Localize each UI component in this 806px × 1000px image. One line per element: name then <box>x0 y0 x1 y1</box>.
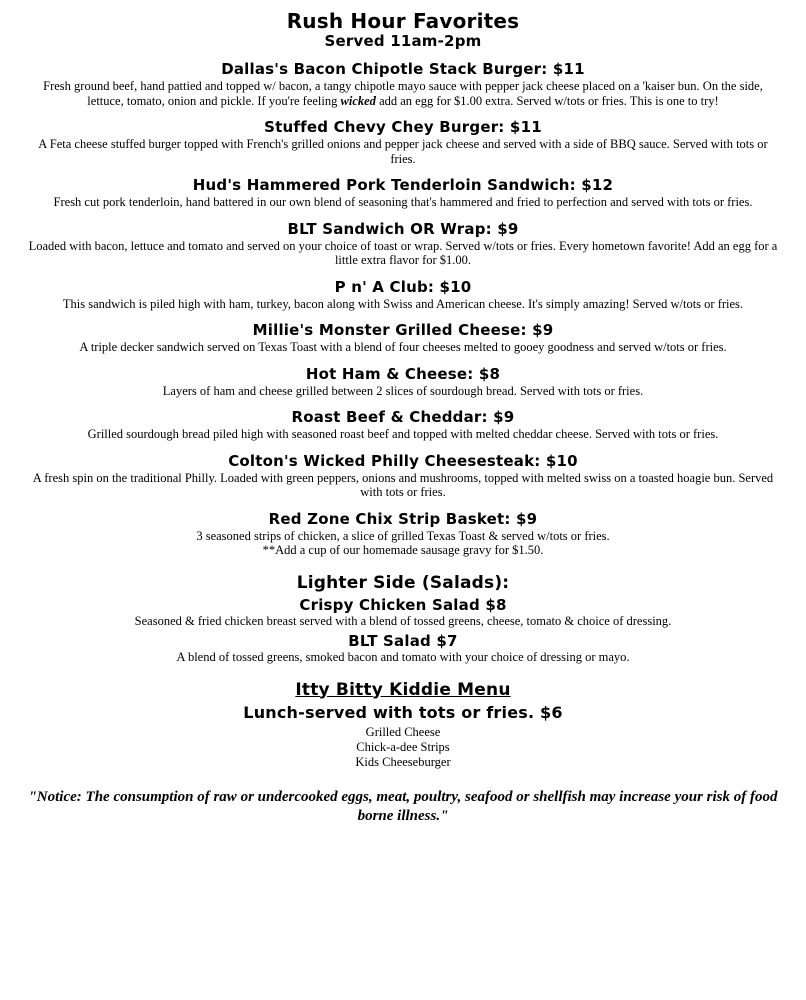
kids-menu-item: Chick-a-dee Strips <box>356 739 450 754</box>
menu-item-description-text: Fresh ground beef, hand pattied and topped w/ bacon, a tangy chipotle mayo sauce with pepper jack cheese placed on a 'kaiser bun. On the side, lettuce, tomato, onion and pickle. If you're feeling <box>43 79 763 108</box>
menu-item-description: Fresh cut pork tenderloin, hand battered in our own blend of seasoning that's hammered and fried to perfection and served with tots or fries. <box>53 195 753 209</box>
salad-item <box>28 596 778 629</box>
kids-menu-item: Grilled Cheese <box>365 724 441 739</box>
salad-item-description: Seasoned & fried chicken breast served with a blend of tossed greens, cheese, tomato & choice of dressing. <box>134 613 672 628</box>
menu-item-name: Roast Beef & Cheddar: $9 <box>291 408 515 426</box>
menu-item <box>28 176 778 210</box>
menu-item-description: Layers of ham and cheese grilled between 2 slices of sourdough bread. Served with tots or fries. <box>162 383 644 398</box>
kids-menu-item: Kids Cheeseburger <box>355 754 451 769</box>
menu-item-name: Hot Ham & Cheese: $8 <box>305 364 501 383</box>
menu-item-name: Colton's Wicked Philly Cheesesteak: $10 <box>228 451 578 470</box>
menu-item <box>28 452 778 500</box>
kids-menu-subtitle: Lunch-served with tots or fries. $6 <box>243 702 563 722</box>
menu-item-description-text: add an egg for $1.00 extra. Served w/tots or fries. This is one to try! <box>375 93 719 108</box>
salads-section-title: Lighter Side (Salads): <box>296 572 510 593</box>
salad-item-name: BLT Salad $7 <box>348 632 458 650</box>
menu-item <box>28 118 778 166</box>
menu-item <box>28 220 778 268</box>
salad-item-name: Crispy Chicken Salad $8 <box>299 595 507 614</box>
menu-item-name: Millie's Monster Grilled Cheese: $9 <box>252 321 554 339</box>
menu-item-description: A triple decker sandwich served on Texas Toast with a blend of four cheeses melted to gooey goodness and served w/tots or fries. <box>79 340 727 354</box>
menu-item-description: A fresh spin on the traditional Philly. Loaded with green peppers, onions and mushrooms, topped with melted swiss on a toasted hoagie bun. Served with tots or fries. <box>32 470 774 499</box>
menu-item <box>28 60 778 108</box>
menu-item <box>28 408 778 442</box>
menu-item-name: Red Zone Chix Strip Basket: $9 <box>268 509 538 528</box>
menu-item-description <box>28 79 778 108</box>
menu-item <box>28 510 778 558</box>
kids-menu-title: Itty Bitty Kiddie Menu <box>295 679 511 700</box>
salad-item-description: A blend of tossed greens, smoked bacon and tomato with your choice of dressing or mayo. <box>176 650 630 664</box>
menu-item-name: Dallas's Bacon Chipotle Stack Burger: $11 <box>221 60 585 78</box>
menu-item <box>28 321 778 355</box>
menu-item-name: Stuffed Chevy Chey Burger: $11 <box>264 118 542 136</box>
menu-title: Rush Hour Favorites <box>286 9 520 33</box>
menu-item-description <box>28 529 778 558</box>
menu-item-name: Hud's Hammered Pork Tenderloin Sandwich: $12 <box>192 176 614 194</box>
food-safety-notice: "Notice: The consumption of raw or undercooked eggs, meat, poultry, seafood or shellfish may increase your risk of food borne illness." <box>28 788 778 824</box>
menu-item-description: A Feta cheese stuffed burger topped with French's grilled onions and pepper jack cheese and served with a side of BBQ sauce. Served with tots or fries. <box>38 137 768 166</box>
menu-item-description: Loaded with bacon, lettuce and tomato and served on your choice of toast or wrap. Served w/tots or fries. Every hometown favorite! Add an egg for a little extra flavor for $1.00. <box>28 238 778 267</box>
menu-item-description: This sandwich is piled high with ham, turkey, bacon along with Swiss and American cheese. It's simply amazing! Served w/tots or fries. <box>62 296 744 311</box>
menu-item-addon-note: **Add a cup of our homemade sausage gravy for $1.50. <box>262 543 544 557</box>
menu-item-emphasis: wicked <box>340 93 376 108</box>
menu-item-name: BLT Sandwich OR Wrap: $9 <box>287 219 519 238</box>
menu-item <box>28 278 778 312</box>
menu-item <box>28 365 778 399</box>
menu-item-description-text: 3 seasoned strips of chicken, a slice of grilled Texas Toast & served w/tots or fries. <box>196 528 610 543</box>
menu-serving-hours: Served 11am-2pm <box>324 32 482 50</box>
salad-item <box>28 632 778 665</box>
menu-item-name: P n' A Club: $10 <box>334 277 472 296</box>
menu-item-description: Grilled sourdough bread piled high with seasoned roast beef and topped with melted cheddar cheese. Served with tots or fries. <box>87 427 719 441</box>
